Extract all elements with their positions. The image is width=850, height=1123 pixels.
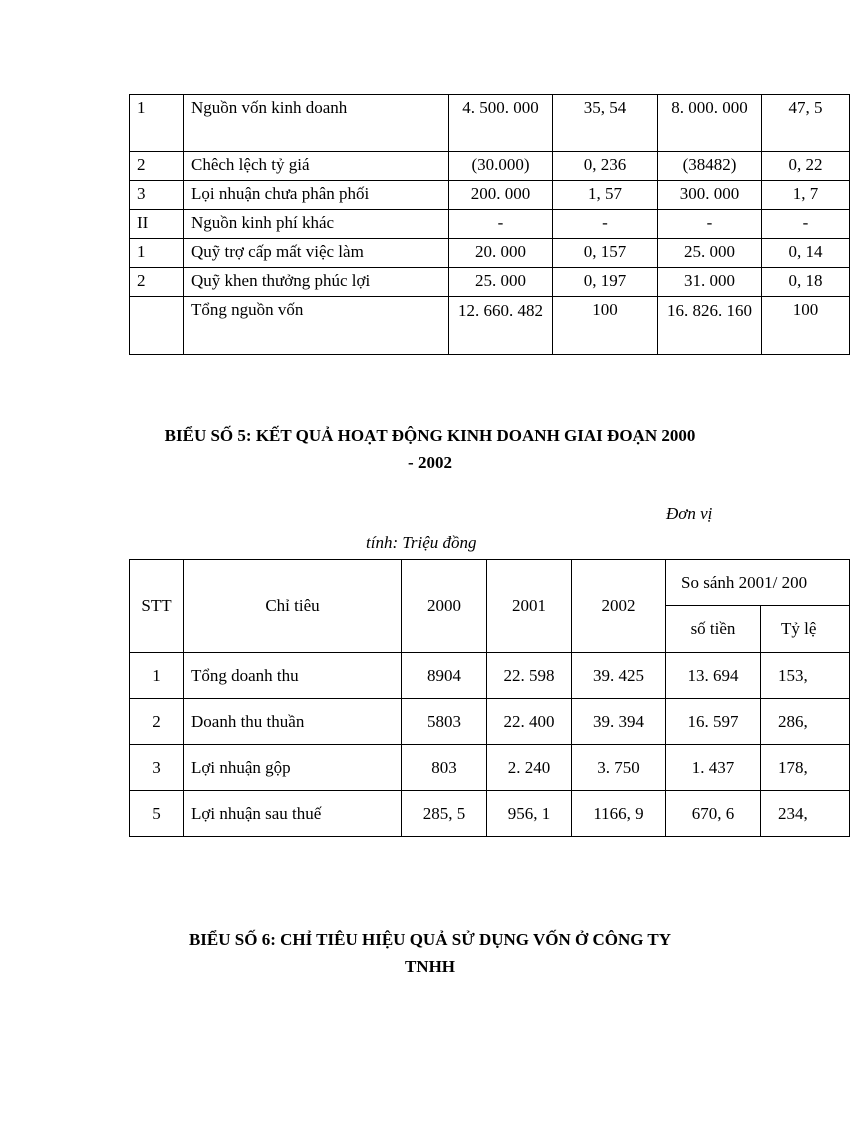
table-cell: 300. 000 [658,181,762,210]
table-row [130,152,850,181]
table-cell: 13. 694 [666,653,761,699]
table-cell: 285, 5 [402,791,487,837]
table-cell: 234, [761,791,850,837]
table-cell: Nguồn vốn kinh doanh [184,95,449,152]
unit-note: tính: Triệu đồng [366,533,477,552]
table-cell: Quỹ trợ cấp mất việc làm [184,239,449,268]
table-cell: 22. 598 [487,653,572,699]
table-cell: 2 [130,152,184,181]
table-cell: Tổng nguồn vốn [184,297,449,355]
table-cell: 39. 394 [572,699,666,745]
table-cell: 100 [762,297,850,355]
section-heading-6 [100,930,760,977]
table-cell: 1166, 9 [572,791,666,837]
table-cell: 178, [761,745,850,791]
table-cell: 16. 826. 160 [658,297,762,355]
table-cell: 25. 000 [449,268,553,297]
table-cell: 0, 18 [762,268,850,297]
table-cell: 1, 57 [553,181,658,210]
table-cell: II [130,210,184,239]
column-header: 2001 [487,560,572,653]
capital-sources-table [129,94,850,355]
table-cell: 286, [761,699,850,745]
heading-line: BIỂU SỐ 6: CHỈ TIÊU HIỆU QUẢ SỬ DỤNG VỐN Ở CÔNG TY [188,930,672,949]
table-cell: - [658,210,762,239]
table-cell: - [553,210,658,239]
table-cell: 8. 000. 000 [658,95,762,152]
table-cell: Tổng doanh thu [184,653,402,699]
table-cell [130,297,184,355]
heading-line: BIỂU SỐ 5: KẾT QUẢ HOẠT ĐỘNG KINH DOANH GIAI ĐOẠN 2000 [164,426,696,445]
column-header: STT [130,560,184,653]
table-row [130,653,850,699]
table-row [130,210,850,239]
table-cell: 22. 400 [487,699,572,745]
table-cell: 200. 000 [449,181,553,210]
table-cell: 35, 54 [553,95,658,152]
table-cell: Chêch lệch tỷ giá [184,152,449,181]
table-row [130,181,850,210]
column-header: So sánh 2001/ 200 [666,560,850,606]
section-heading-5 [100,426,760,473]
table-cell: 12. 660. 482 [449,297,553,355]
table-cell: 803 [402,745,487,791]
table-cell: (30.000) [449,152,553,181]
table-row [130,95,850,152]
column-header: Tỷ lệ [761,606,850,653]
table-cell: 670, 6 [666,791,761,837]
table-row [130,699,850,745]
table-cell: 0, 236 [553,152,658,181]
table-cell: 0, 157 [553,239,658,268]
table-cell: 2 [130,268,184,297]
column-header: số tiền [666,606,761,653]
business-results-table [129,559,850,837]
table-cell: Doanh thu thuần [184,699,402,745]
table-cell: 0, 14 [762,239,850,268]
table-row [130,297,850,355]
table-cell: 2. 240 [487,745,572,791]
column-header: 2000 [402,560,487,653]
unit-note: Đơn vị [666,504,713,523]
table-cell: 47, 5 [762,95,850,152]
table-cell: 5803 [402,699,487,745]
table-cell: 20. 000 [449,239,553,268]
table-cell: Lợi nhuận sau thuế [184,791,402,837]
table-cell: 3 [130,745,184,791]
table-cell: 153, [761,653,850,699]
table-cell: Nguồn kinh phí khác [184,210,449,239]
column-header: 2002 [572,560,666,653]
table-cell: Lợi nhuận gộp [184,745,402,791]
table-cell: Lọi nhuận chưa phân phối [184,181,449,210]
table-cell: 39. 425 [572,653,666,699]
table-cell: 25. 000 [658,239,762,268]
table-cell: - [449,210,553,239]
table-cell: 1 [130,95,184,152]
table-cell: 2 [130,699,184,745]
table-cell: 1 [130,653,184,699]
table-header-row [130,560,850,606]
table-cell: 0, 22 [762,152,850,181]
table-cell: 3 [130,181,184,210]
table-cell: 0, 197 [553,268,658,297]
heading-line: - 2002 [408,453,452,472]
table-cell: 5 [130,791,184,837]
table-cell: 1 [130,239,184,268]
heading-line: TNHH [404,957,456,976]
table-cell: 1. 437 [666,745,761,791]
table-cell: 3. 750 [572,745,666,791]
table-cell: Quỹ khen thưởng phúc lợi [184,268,449,297]
table-cell: (38482) [658,152,762,181]
column-header: Chỉ tiêu [184,560,402,653]
table-row [130,791,850,837]
table-cell: 16. 597 [666,699,761,745]
table-cell: 100 [553,297,658,355]
table-row [130,239,850,268]
table-row [130,745,850,791]
table-row [130,268,850,297]
table-cell: 956, 1 [487,791,572,837]
table-cell: 4. 500. 000 [449,95,553,152]
table-cell: - [762,210,850,239]
table-cell: 31. 000 [658,268,762,297]
table-cell: 1, 7 [762,181,850,210]
table-cell: 8904 [402,653,487,699]
